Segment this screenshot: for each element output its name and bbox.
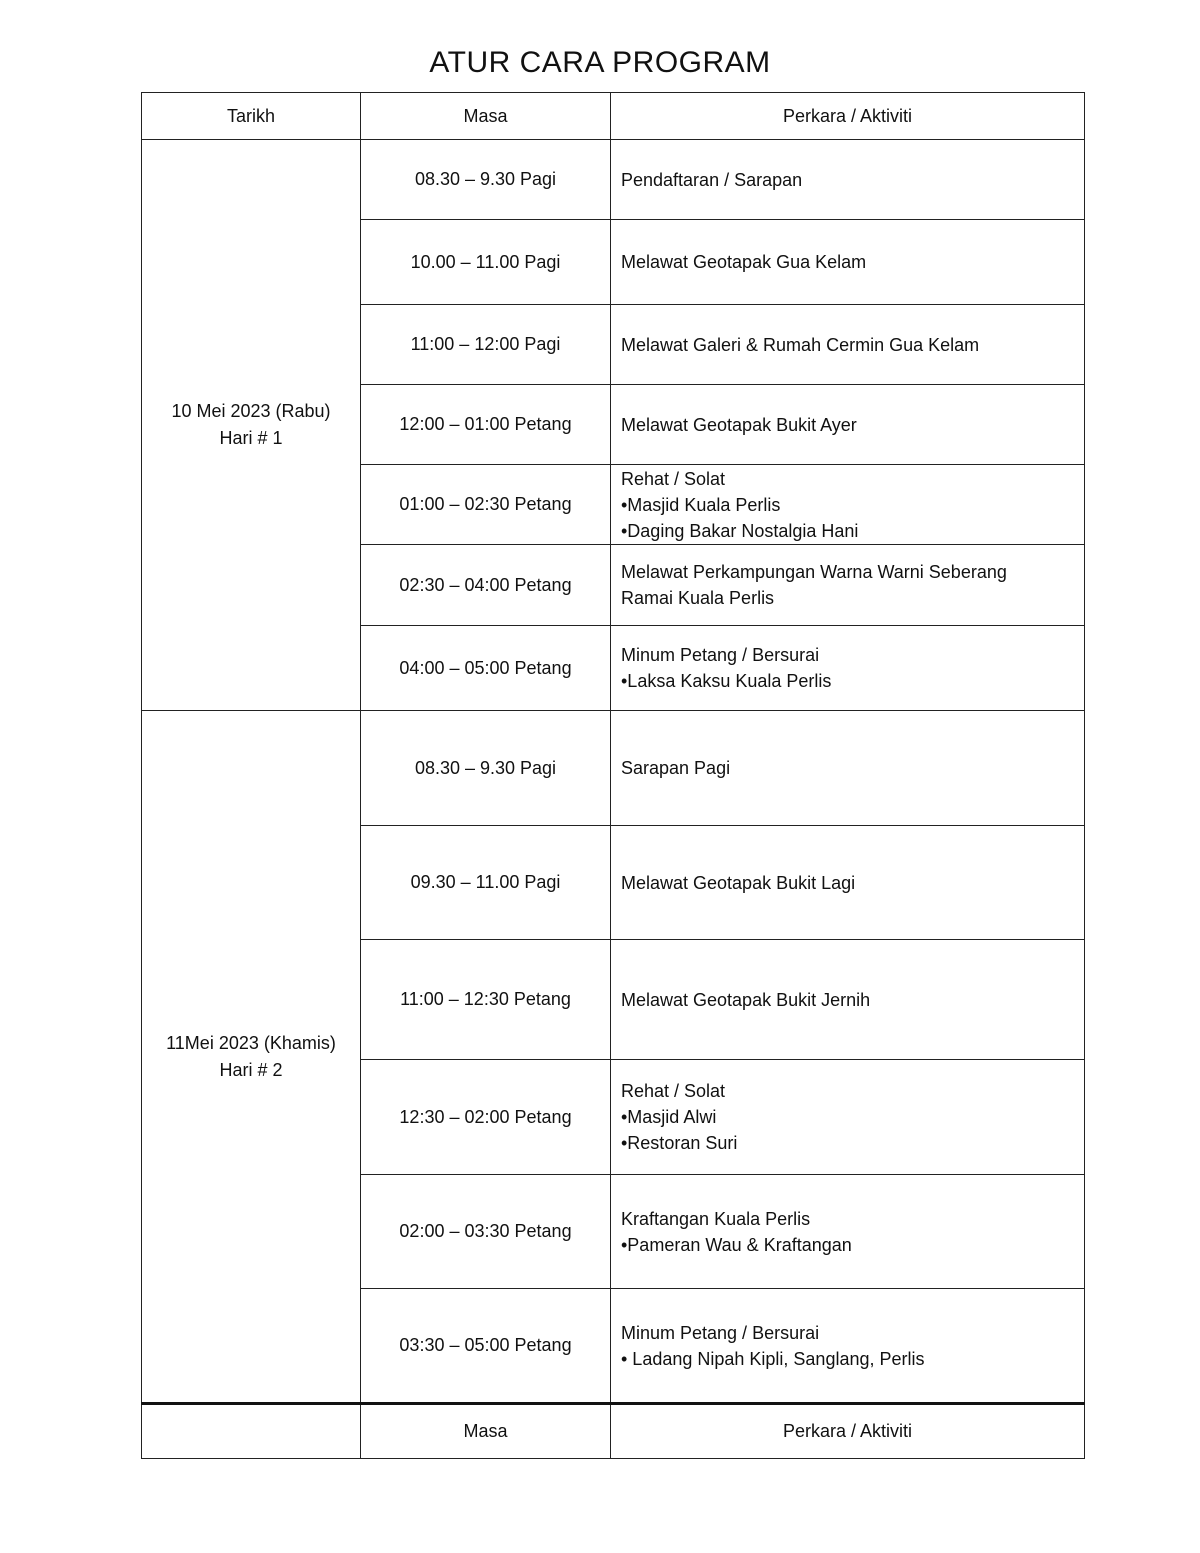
day-number: Hari # 1 [219, 428, 283, 448]
activity-cell [611, 305, 1085, 385]
activity-line: •Masjid Alwi [621, 1107, 717, 1127]
activity-line: Rehat / Solat [621, 468, 726, 489]
activity-cell [611, 545, 1085, 626]
activity-line: Melawat Galeri & Rumah Cermin Gua Kelam [621, 334, 980, 355]
activity-cell [611, 626, 1085, 711]
time-cell: 11:00 – 12:30 Petang [361, 940, 611, 1060]
activity-line: Minum Petang / Bersurai [621, 645, 820, 665]
footer-masa: Masa [361, 1404, 611, 1459]
time-cell: 12:30 – 02:00 Petang [361, 1060, 611, 1175]
activity-cell [611, 711, 1085, 826]
activity-line: Sarapan Pagi [621, 758, 731, 778]
activity-cell [611, 1175, 1085, 1289]
activity-line: Minum Petang / Bersurai [621, 1322, 820, 1343]
header-tarikh: Tarikh [142, 93, 361, 140]
activity-cell [611, 1289, 1085, 1404]
time-cell: 01:00 – 02:30 Petang [361, 465, 611, 545]
activity-line: Kraftangan Kuala Perlis [621, 1208, 811, 1229]
time-cell: 11:00 – 12:00 Pagi [361, 305, 611, 385]
time-cell: 02:00 – 03:30 Petang [361, 1175, 611, 1289]
time-cell: 10.00 – 11.00 Pagi [361, 220, 611, 305]
activity-line: •Restoran Suri [621, 1133, 738, 1153]
footer-row [142, 1404, 1085, 1459]
time-cell: 02:30 – 04:00 Petang [361, 545, 611, 626]
activity-line: Melawat Geotapak Gua Kelam [621, 252, 867, 272]
day-number: Hari # 2 [219, 1059, 283, 1080]
time-cell: 08.30 – 9.30 Pagi [361, 140, 611, 220]
day-cell [142, 140, 361, 711]
activity-cell [611, 385, 1085, 465]
footer-aktiviti: Perkara / Aktiviti [611, 1404, 1085, 1459]
activity-line: Melawat Geotapak Bukit Jernih [621, 989, 871, 1010]
activity-cell [611, 140, 1085, 220]
time-cell: 08.30 – 9.30 Pagi [361, 711, 611, 826]
table-row [142, 711, 1085, 826]
activity-cell [611, 465, 1085, 545]
activity-line: •Pameran Wau & Kraftangan [621, 1234, 852, 1255]
activity-cell [611, 826, 1085, 940]
header-masa: Masa [361, 93, 611, 140]
schedule-table [141, 92, 1085, 1459]
footer-tarikh [142, 1404, 361, 1459]
page-title: ATUR CARA PROGRAM [429, 46, 771, 79]
activity-line: Rehat / Solat [621, 1081, 726, 1101]
time-cell: 04:00 – 05:00 Petang [361, 626, 611, 711]
activity-line: Melawat Perkampungan Warna Warni Seberang [621, 562, 1007, 582]
day-date: 10 Mei 2023 (Rabu) [171, 401, 331, 421]
activity-line: Melawat Geotapak Bukit Lagi [621, 872, 856, 893]
time-cell: 03:30 – 05:00 Petang [361, 1289, 611, 1404]
activity-cell [611, 220, 1085, 305]
activity-line: Ramai Kuala Perlis [621, 588, 775, 608]
time-cell: 09.30 – 11.00 Pagi [361, 826, 611, 940]
activity-line: •Daging Bakar Nostalgia Hani [621, 520, 859, 541]
activity-line: Melawat Geotapak Bukit Ayer [621, 414, 857, 435]
header-row [142, 93, 1085, 140]
day-date: 11Mei 2023 (Khamis) [166, 1032, 336, 1053]
activity-line: • Ladang Nipah Kipli, Sanglang, Perlis [621, 1348, 925, 1369]
activity-line: •Masjid Kuala Perlis [621, 494, 781, 515]
activity-line: Pendaftaran / Sarapan [621, 169, 803, 190]
activity-cell [611, 1060, 1085, 1175]
time-cell: 12:00 – 01:00 Petang [361, 385, 611, 465]
activity-cell [611, 940, 1085, 1060]
header-aktiviti: Perkara / Aktiviti [611, 93, 1085, 140]
activity-line: •Laksa Kaksu Kuala Perlis [621, 671, 832, 691]
table-row [142, 140, 1085, 220]
day-cell [142, 711, 361, 1404]
